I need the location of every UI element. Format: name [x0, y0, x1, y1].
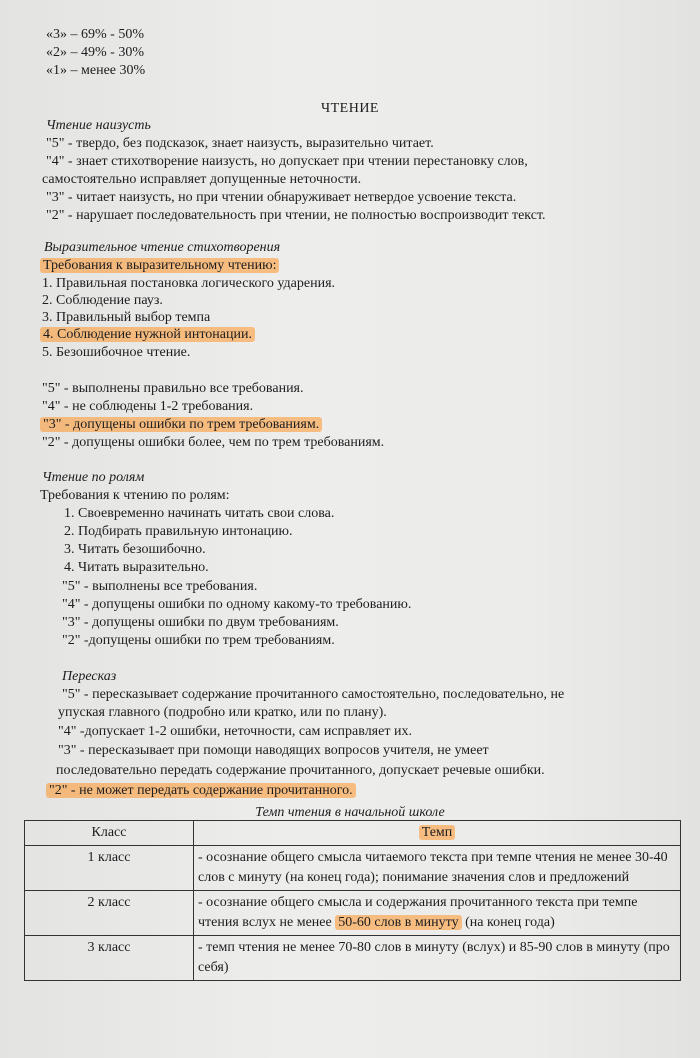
- text-line: "5" - пересказывает содержание прочитанного самостоятельно, последовательно, не: [62, 687, 565, 702]
- text-line: "4" -допускает 1-2 ошибки, неточности, сам исправляет их.: [58, 724, 412, 739]
- requirements-title: Требования к чтению по ролям:: [40, 488, 230, 503]
- tempo-cell: [194, 891, 681, 936]
- tempo-cell: - осознание общего смысла читаемого текста при темпе чтения не менее 30-40 слов с минуту (на конец года); понимание значения слов и предложений: [194, 846, 681, 891]
- list-item: 4. Читать выразительно.: [64, 560, 209, 575]
- grade-line: «2» – 49% - 30%: [46, 45, 144, 60]
- grade-line: "5" - выполнены правильно все требования.: [42, 381, 304, 396]
- text-line: "5" - твердо, без подсказок, знает наизусть, выразительно читает.: [46, 136, 434, 151]
- text-line: последовательно передать содержание прочитанного, допускает речевые ошибки.: [56, 763, 545, 778]
- section-heading: Пересказ: [62, 669, 117, 684]
- section-heading: Чтение наизусть: [46, 118, 151, 133]
- section-heading: Чтение по ролям: [42, 470, 145, 485]
- list-item: 1. Своевременно начинать читать свои слова.: [64, 506, 335, 521]
- grade-line: [40, 416, 322, 433]
- text-line: "3" - пересказывает при помощи наводящих вопросов учителя, не умеет: [58, 743, 489, 758]
- text-line: "4" - знает стихотворение наизусть, но допускает при чтении перестановку слов,: [46, 154, 528, 169]
- tempo-text: (на конец года): [461, 915, 555, 930]
- list-item: 3. Правильный выбор темпа: [42, 310, 211, 325]
- grade-line: "5" - выполнены все требования.: [62, 579, 258, 594]
- highlight: 50-60 слов в минуту: [335, 915, 461, 930]
- grade-line: "2" -допущены ошибки по трем требованиям.: [62, 633, 335, 648]
- list-item: 3. Читать безошибочно.: [64, 542, 206, 557]
- list-item: 2. Подбирать правильную интонацию.: [64, 524, 293, 539]
- text-line: "3" - читает наизусть, но при чтении обнаруживает нетвердое усвоение текста.: [46, 190, 517, 205]
- section-heading: Выразительное чтение стихотворения: [44, 240, 281, 255]
- column-header-tempo: [194, 821, 681, 846]
- class-cell: 3 класс: [25, 936, 194, 981]
- grade-line: "3" - допущены ошибки по двум требованиям.: [62, 615, 339, 630]
- class-cell: 2 класс: [25, 891, 194, 936]
- highlight: "2" - не может передать содержание прочитанного.: [46, 783, 356, 798]
- grade-line: "4" - допущены ошибки по одному какому-то требованию.: [62, 597, 412, 612]
- grade-line: «3» – 69% - 50%: [46, 27, 144, 42]
- tempo-text: - осознание общего смысла и содержания прочитанного текста при темпе чтения вслух не менее: [198, 895, 638, 930]
- table-header-row: [25, 821, 681, 846]
- table-row: [25, 936, 681, 981]
- highlight: 4. Соблюдение нужной интонации.: [40, 327, 255, 342]
- grade-line: "4" - не соблюдены 1-2 требования.: [42, 399, 254, 414]
- tempo-cell: - темп чтения не менее 70-80 слов в минуту (вслух) и 85-90 слов в минуту (про себя): [194, 936, 681, 981]
- tempo-table: [24, 820, 681, 981]
- list-item: 2. Соблюдение пауз.: [42, 293, 163, 308]
- list-item: 5. Безошибочное чтение.: [42, 345, 191, 360]
- table-row: [25, 891, 681, 936]
- page-title: ЧТЕНИЕ: [321, 101, 379, 116]
- grade-line: "2" - допущены ошибки более, чем по трем требованиям.: [42, 435, 385, 450]
- class-cell: 1 класс: [25, 846, 194, 891]
- list-item: 1. Правильная постановка логического ударения.: [42, 276, 336, 291]
- highlight: "3" - допущены ошибки по трем требованиям.: [40, 417, 322, 432]
- table-row: [25, 846, 681, 891]
- text-line: "2" - нарушает последовательность при чтении, не полностью воспроизводит текст.: [46, 208, 546, 223]
- column-header-class: Класс: [25, 821, 194, 846]
- text-line: [46, 782, 356, 799]
- table-caption: Темп чтения в начальной школе: [255, 805, 445, 820]
- highlight: Требования к выразительному чтению:: [40, 258, 279, 273]
- grade-line: «1» – менее 30%: [46, 63, 146, 78]
- text-line: самостоятельно исправляет допущенные неточности.: [42, 172, 362, 187]
- text-line: упуская главного (подробно или кратко, или по плану).: [58, 705, 387, 720]
- list-item: [40, 326, 255, 343]
- highlight: Темп: [419, 825, 456, 840]
- requirements-title: [40, 257, 279, 274]
